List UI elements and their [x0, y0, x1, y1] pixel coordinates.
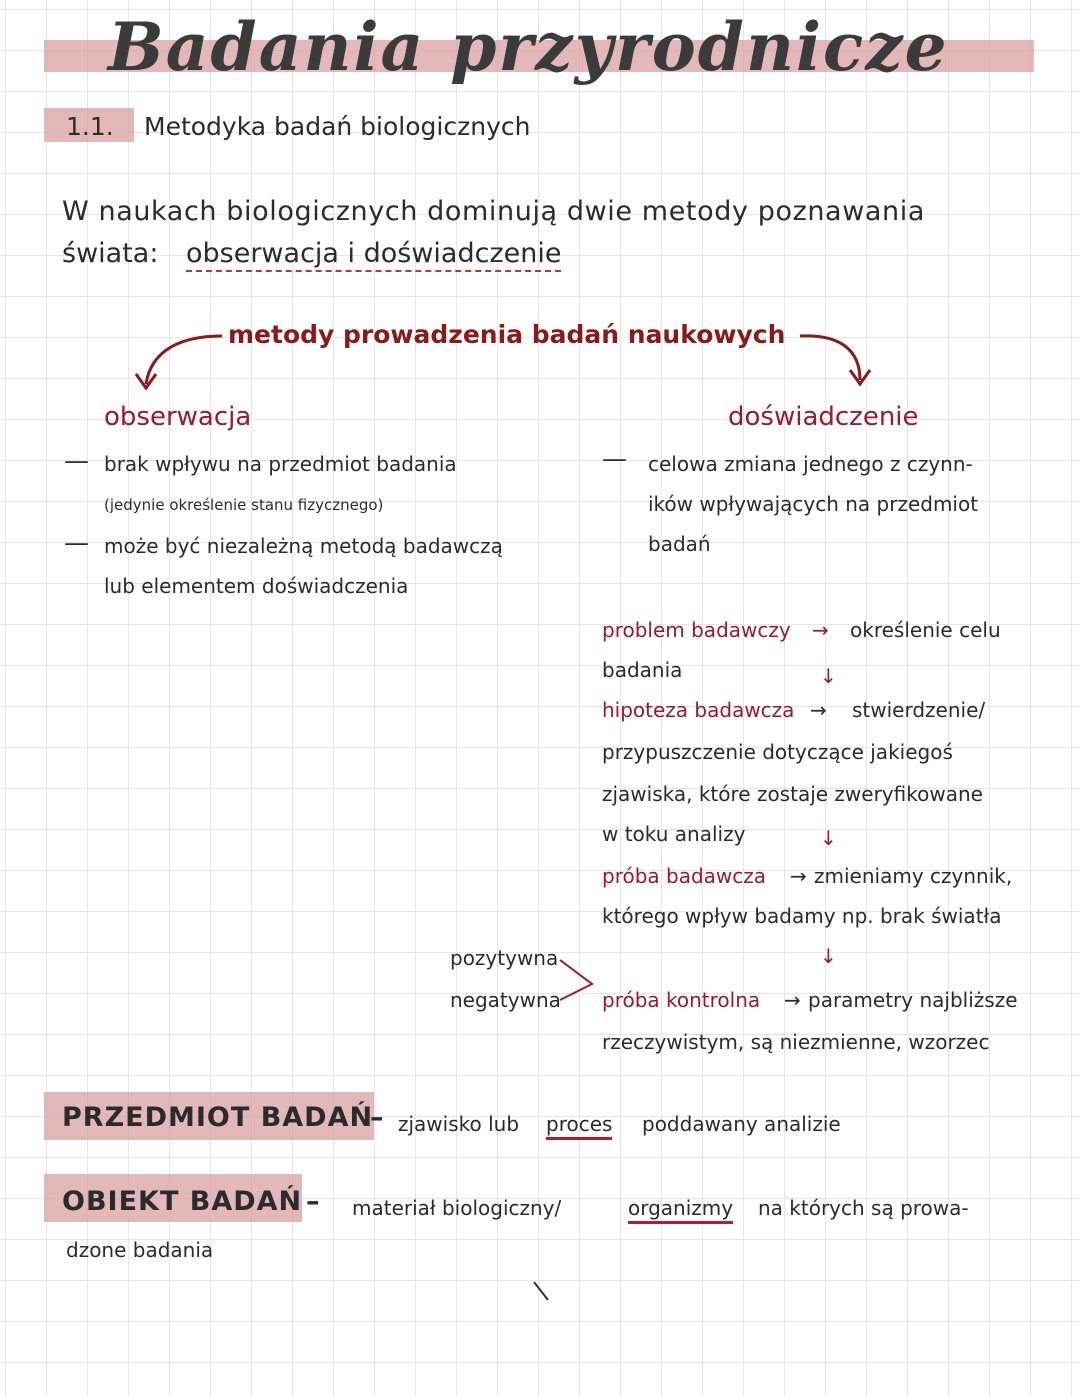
section-title: Metodyka badań biologicznych: [144, 112, 531, 141]
przedmiot-term: PRZEDMIOT BADAŃ: [62, 1102, 374, 1133]
proba-def-2: którego wpływ badamy np. brak światła: [602, 904, 1002, 928]
hipoteza-def-2: przypuszczenie dotyczące jakiegoś: [602, 740, 953, 764]
intro-line-1: W naukach biologicznych dominują dwie metody poznawania: [62, 196, 925, 227]
observation-bullet-1-note: (jedynie określenie stanu fizycznego): [104, 496, 384, 514]
observation-bullet-2-line-1: może być niezależną metodą badawczą: [104, 534, 503, 558]
down-arrow-3: ↓: [820, 944, 837, 968]
pozytywna-label: pozytywna: [450, 946, 559, 970]
przedmiot-def-proces: proces: [546, 1112, 612, 1140]
przedmiot-dash: –: [370, 1102, 385, 1133]
hipoteza-def-1: stwierdzenie/: [852, 698, 986, 722]
proba-term: próba badawcza: [602, 864, 767, 888]
experiment-bullet-line-1: celowa zmiana jednego z czynn-: [648, 452, 973, 476]
hipoteza-term: hipoteza badawcza: [602, 698, 795, 722]
hipoteza-arrow: →: [810, 698, 827, 722]
hipoteza-def-4: w toku analizy: [602, 822, 746, 846]
proba-def-1: zmieniamy czynnik,: [814, 864, 1013, 888]
observation-label: obserwacja: [104, 402, 252, 432]
kontrolna-def-1: parametry najbliższe: [808, 988, 1018, 1012]
problem-def-2: badania: [602, 658, 683, 682]
observation-bullet-1: brak wpływu na przedmiot badania: [104, 452, 457, 476]
przedmiot-def-pre: zjawisko lub: [398, 1112, 520, 1136]
problem-arrow: →: [812, 618, 829, 642]
observation-bullet-2-dash: —: [64, 528, 89, 557]
obiekt-def-pre: materiał biologiczny/: [352, 1196, 562, 1220]
experiment-label: doświadczenie: [728, 402, 919, 432]
methods-heading: metody prowadzenia badań naukowych: [228, 320, 786, 349]
down-arrow-2: ↓: [820, 826, 837, 850]
observation-bullet-2-line-2: lub elementem doświadczenia: [104, 574, 409, 598]
experiment-bullet-line-2: ików wpływających na przedmiot: [648, 492, 979, 516]
negatywna-label: negatywna: [450, 988, 561, 1012]
page-title: Badania przyrodnicze: [108, 8, 949, 86]
obiekt-def-line-2: dzone badania: [66, 1238, 214, 1262]
obiekt-def-post: na których są prowa-: [758, 1196, 969, 1220]
obiekt-dash: –: [306, 1186, 321, 1217]
intro-line-2-prefix: świata:: [62, 238, 159, 269]
intro-methods: obserwacja i doświadczenie: [186, 238, 561, 272]
observation-bullet-1-dash: —: [64, 446, 89, 475]
kontrolna-term: próba kontrolna: [602, 988, 761, 1012]
obiekt-term: OBIEKT BADAŃ: [62, 1186, 303, 1217]
experiment-bullet-line-3: badań: [648, 532, 711, 556]
section-number: 1.1.: [66, 112, 114, 141]
problem-term: problem badawczy: [602, 618, 791, 642]
kontrolna-arrow: →: [784, 988, 801, 1012]
obiekt-def-organizmy: organizmy: [628, 1196, 733, 1224]
kontrolna-def-2: rzeczywistym, są niezmienne, wzorzec: [602, 1030, 990, 1054]
experiment-bullet-dash: —: [602, 444, 627, 473]
proba-arrow: →: [790, 864, 807, 888]
hipoteza-def-3: zjawiska, które zostaje zweryfikowane: [602, 782, 983, 806]
down-arrow-1: ↓: [820, 664, 837, 688]
problem-def-1: określenie celu: [850, 618, 1001, 642]
przedmiot-def-post: poddawany analizie: [642, 1112, 841, 1136]
